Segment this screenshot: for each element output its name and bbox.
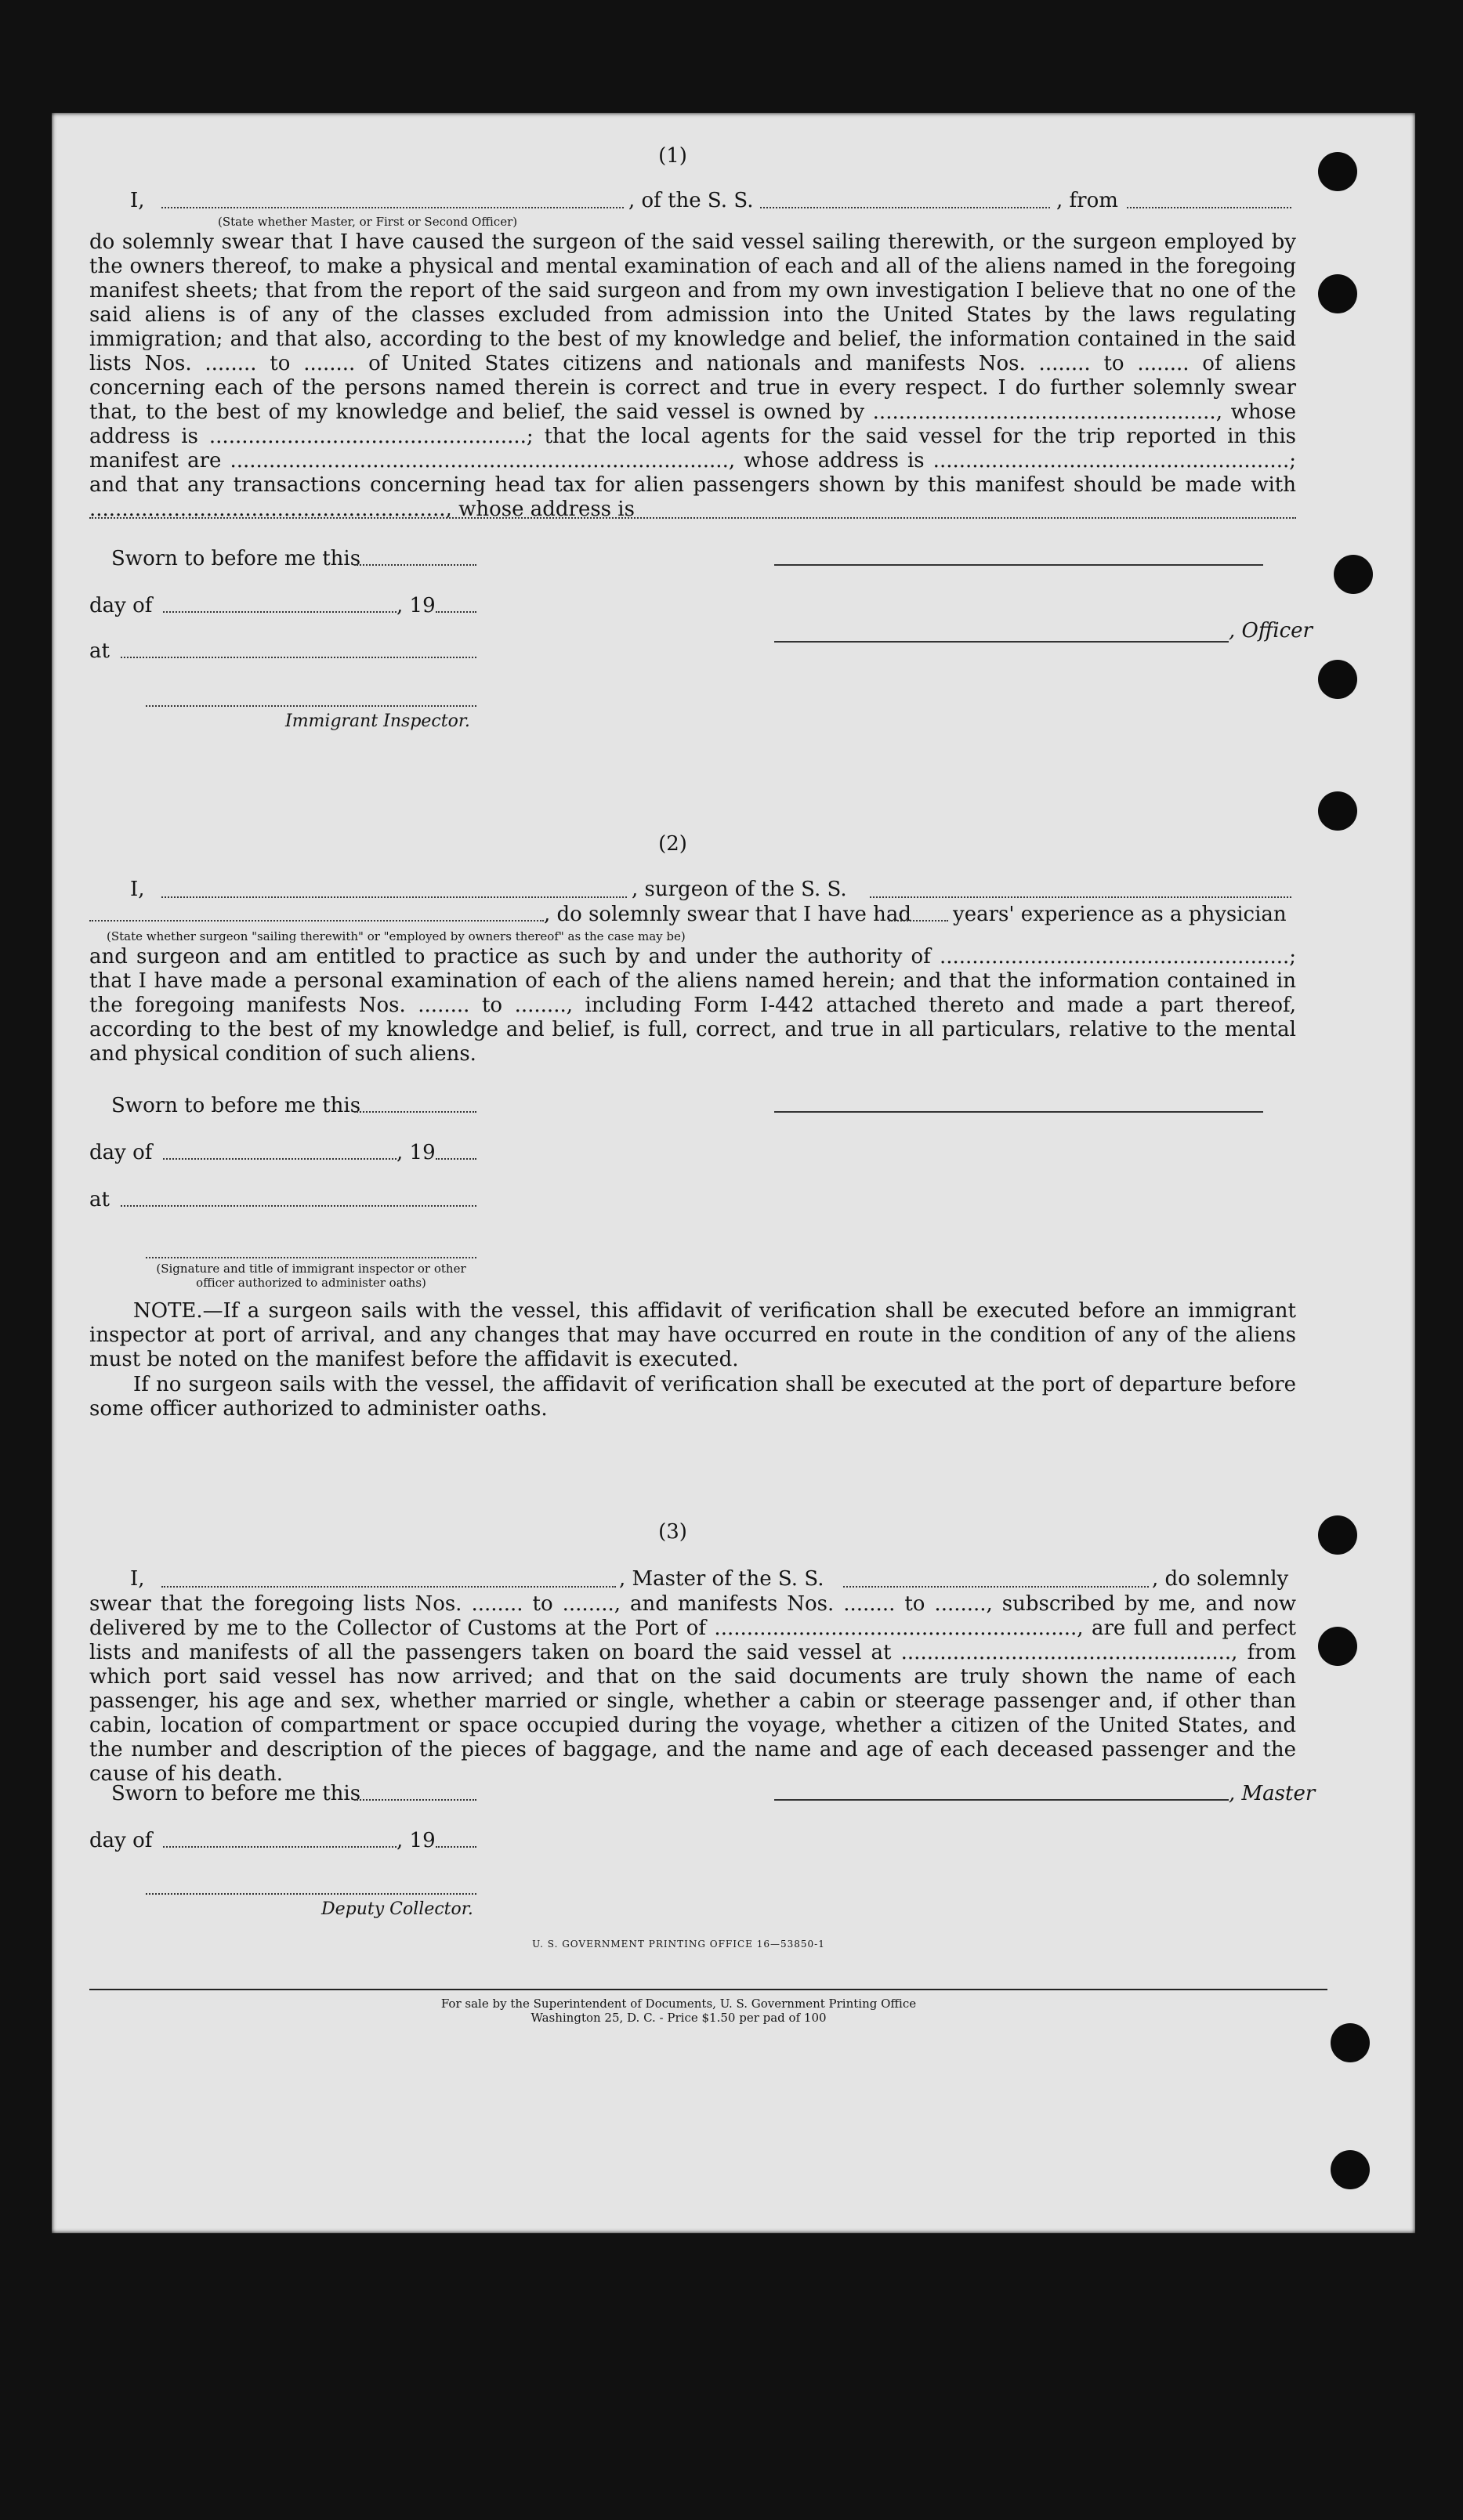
affidavit-1-of-ss: , of the S. S. — [628, 189, 754, 212]
sworn-day-blank-3[interactable] — [354, 1799, 476, 1801]
collector-signature-blank[interactable] — [146, 1893, 476, 1895]
affidavit-1-inspector: Immigrant Inspector. — [285, 711, 470, 731]
affidavit-1-master-note: (State whether Master, or First or Second Officer) — [218, 215, 518, 229]
vessel-name-blank-2[interactable] — [870, 896, 1291, 898]
affidavit-2-year: , 19 — [397, 1141, 436, 1164]
surgeon-signature-line[interactable] — [774, 1111, 1263, 1113]
binder-hole — [1334, 555, 1373, 594]
affidavit-2-body: and surgeon and am entitled to practice as such by and under the authority of ......................................................; that I have made a personal examination of each of the aliens named herein; and that the information contained in the foregoing manifests Nos. ........ to ........, including Form I-442 attached thereto and made a part thereof, according to the best of my knowledge and belief, is full, correct, and true in all particulars, relative to the mental and physical condition of such aliens. — [89, 945, 1296, 1066]
surgeon-status-blank[interactable] — [89, 920, 544, 921]
affidavit-3-deputy: Deputy Collector. — [321, 1899, 473, 1919]
binder-hole — [1318, 274, 1357, 313]
month-blank-1[interactable] — [163, 611, 397, 613]
affidavit-1-from: , from — [1056, 189, 1118, 212]
affidavit-2-surgeon-note: (State whether surgeon "sailing therewith" or "employed by owners thereof" as the case may be) — [107, 929, 686, 943]
year-blank-2[interactable] — [436, 1158, 476, 1160]
footer-sale-line-2: Washington 25, D. C. - Price $1.50 per pad of 100 — [531, 2011, 827, 2025]
affidavit-2-note-2: If no surgeon sails with the vessel, the affidavit of verification shall be executed at the port of departure before some officer authorized to administer oaths. — [89, 1373, 1296, 1421]
binder-hole — [1318, 660, 1357, 699]
month-blank-3[interactable] — [163, 1846, 397, 1848]
affidavit-1-year: , 19 — [397, 594, 436, 617]
affidavit-3-do-solemnly: , do solemnly — [1152, 1567, 1289, 1591]
affidavit-2-note-1: NOTE.—If a surgeon sails with the vessel, this affidavit of verification shall be executed before an immigrant inspector at port of arrival, and any changes that may have occurred en route in the condition of any of the aliens must be noted on the manifest before the affidavit is executed. — [89, 1299, 1296, 1371]
affidavit-3-master-of: , Master of the S. S. — [619, 1567, 824, 1591]
sworn-day-blank-1[interactable] — [354, 564, 476, 566]
place-blank-1[interactable] — [121, 657, 476, 658]
master-signature-line[interactable] — [774, 1799, 1229, 1801]
vessel-name-blank-3[interactable] — [843, 1586, 1149, 1588]
affidavit-1-sworn: Sworn to before me this — [111, 547, 361, 570]
affidavit-1-at: at — [89, 639, 110, 663]
head-tax-address-blank[interactable] — [89, 517, 1296, 519]
binder-hole — [1331, 2023, 1370, 2062]
affidavit-3-sworn: Sworn to before me this — [111, 1782, 361, 1805]
officer-signature-blank-2[interactable] — [146, 1257, 476, 1258]
month-blank-2[interactable] — [163, 1158, 397, 1160]
officer-signature-line[interactable] — [774, 564, 1263, 566]
vessel-name-blank[interactable] — [760, 207, 1050, 208]
affidavit-2-sworn: Sworn to before me this — [111, 1094, 361, 1117]
surgeon-name-blank[interactable] — [161, 896, 627, 898]
affidavit-2-signature-note: (Signature and title of immigrant inspector or other officer authorized to administer oaths) — [156, 1262, 466, 1290]
affidavit-1-intro: I, — [130, 189, 145, 212]
inspector-signature-blank[interactable] — [146, 705, 476, 707]
binder-hole — [1318, 152, 1357, 191]
binder-hole — [1331, 2150, 1370, 2189]
year-blank-1[interactable] — [436, 611, 476, 613]
affidavit-3-day-of: day of — [89, 1829, 153, 1852]
affidavit-1-body: do solemnly swear that I have caused the surgeon of the said vessel sailing therewith, or the surgeon employed by the owners thereof, to make a physical and mental examination of each and all of the aliens named in the foregoing manifest sheets; that from the report of the said surgeon and from my own investigation I believe that no one of the said aliens is of any of the classes excluded from admission into the United States by the laws regulating immigration; and that also, according to the best of my knowledge and belief, the information contained in the said lists Nos. ........ to ........ of United States citizens and nationals and manifests Nos. ........ to ........ of aliens concerning each of the persons named therein is correct and true in every respect. I do further solemnly swear that, to the best of my knowledge and belief, the said vessel is owned by ....................................................., whose address is .................................................; that the local agents for the said vessel for the trip reported in this manifest are ............................................................................., whose address is .......................................................; and that any transactions concerning head tax for alien passengers shown by this manifest should be made with ......................................................., whose address is — [89, 230, 1296, 521]
footer-sale-line-1: For sale by the Superintendent of Documents, U. S. Government Printing Office — [440, 1997, 917, 2011]
affidavit-2-intro: I, — [130, 878, 145, 901]
affidavit-3-master: , Master — [1229, 1782, 1316, 1805]
affidavit-2-solemnly: , do solemnly swear that I have had — [544, 903, 912, 926]
gpo-line: U. S. GOVERNMENT PRINTING OFFICE 16—53850-1 — [532, 1939, 825, 1950]
sworn-day-blank-2[interactable] — [354, 1111, 476, 1113]
affidavit-1-number: (1) — [658, 144, 687, 168]
affidavit-2-experience: years' experience as a physician — [953, 903, 1287, 926]
affidavit-3-number: (3) — [658, 1520, 687, 1544]
affidavit-2-number: (2) — [658, 832, 687, 856]
affidavit-3-year: , 19 — [397, 1829, 436, 1852]
affidavit-3-intro: I, — [130, 1567, 145, 1591]
master-name-blank-3[interactable] — [161, 1586, 616, 1588]
affidavit-1-officer: , Officer — [1229, 619, 1313, 643]
affidavit-2-day-of: day of — [89, 1141, 153, 1164]
affidavit-3-body: swear that the foregoing lists Nos. ........ to ........, and manifests Nos. ........ to ........, subscribed by me, and now delivered by me to the Collector of Customs at the Port of ........................................................, are full and perfect lists and manifests of all the passengers taken on board the said vessel at ..................................................., from which port said vessel has now arrived; and that on the said documents are truly shown the name of each passenger, his age and sex, whether married or single, whether a cabin or steerage passenger and, if other than cabin, location of compartment or space occupied during the voyage, whether a citizen of the United States, and the number and description of the pieces of baggage, and the name and age of each deceased passenger and the cause of his death. — [89, 1592, 1296, 1786]
form-page — [52, 113, 1415, 2233]
binder-hole — [1318, 1515, 1357, 1555]
place-blank-2[interactable] — [121, 1205, 476, 1207]
footer-divider — [89, 1989, 1327, 1990]
from-port-blank[interactable] — [1127, 207, 1291, 208]
experience-years-blank[interactable] — [889, 920, 948, 921]
binder-hole — [1318, 1627, 1357, 1666]
officer-title-line[interactable] — [774, 641, 1229, 643]
binder-hole — [1318, 791, 1357, 831]
affidavit-2-surgeon-of: , surgeon of the S. S. — [632, 878, 847, 901]
master-name-blank[interactable] — [161, 207, 624, 208]
affidavit-2-at: at — [89, 1188, 110, 1211]
year-blank-3[interactable] — [436, 1846, 476, 1848]
affidavit-1-day-of: day of — [89, 594, 153, 617]
